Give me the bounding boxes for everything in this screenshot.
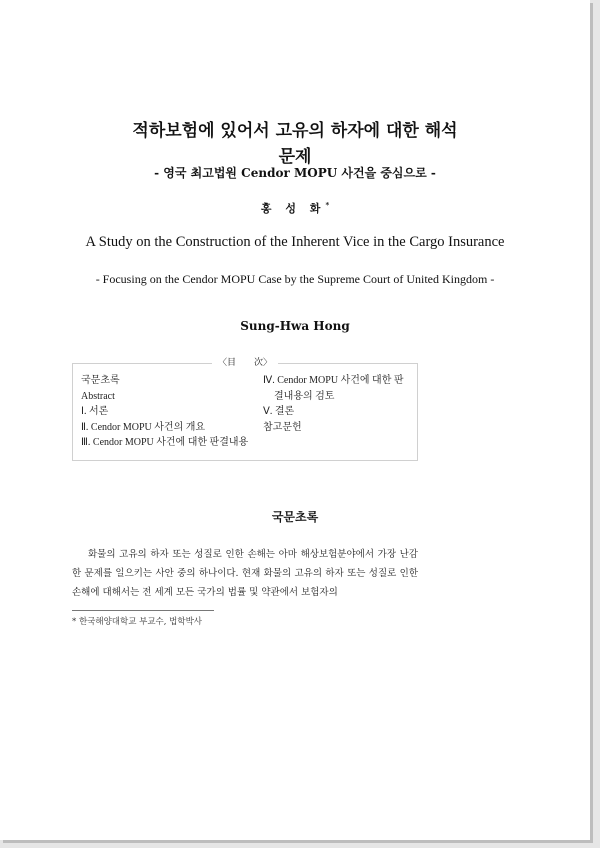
toc-right-column xyxy=(263,373,413,435)
korean-title-line2: 문제 xyxy=(278,147,312,167)
toc-item: Ⅴ. 결론 xyxy=(263,406,295,417)
abstract-body: 화물의 고유의 하자 또는 성질로 인한 손해는 아마 해상보험분야에서 가장 난감한 문제를 일으키는 사안 중의 하나이다. 현재 화물의 고유의 하자 또는 성질로 인한 손해에 대해서는 전 세계 모든 국가의 법률 및 약관에서 보험자의 xyxy=(72,549,418,598)
toc-item: Ⅲ. Cendor MOPU 사건에 대한 판결내용 xyxy=(81,437,249,448)
author-footnote-marker: * xyxy=(325,200,330,210)
toc-item: Ⅱ. Cendor MOPU 사건의 개요 xyxy=(81,421,206,433)
footnote: * 한국해양대학교 부교수, 법학박사 xyxy=(72,617,203,627)
korean-title xyxy=(0,118,590,170)
english-subtitle: - Focusing on the Cendor MOPU Case by the Supreme Court of United Kingdom - xyxy=(95,272,495,286)
toc-item: Ⅳ. Cendor MOPU 사건에 대한 판 xyxy=(263,375,404,386)
toc-item: Ⅰ. 서론 xyxy=(81,406,109,417)
author-korean-name: 홍 성 화 xyxy=(260,202,326,215)
author-english: Sung-Hwa Hong xyxy=(240,319,350,333)
korean-subtitle: - 영국 최고법원 Cendor MOPU 사건을 중심으로 - xyxy=(154,166,436,180)
toc-item-continuation: 결내용의 검토 xyxy=(274,390,335,402)
korean-title-line1: 적하보험에 있어서 고유의 하자에 대한 해석 xyxy=(132,121,458,141)
author-korean xyxy=(0,200,590,216)
abstract-heading: 국문초록 xyxy=(271,510,319,524)
toc-item: Abstract xyxy=(81,390,115,402)
footnote-divider xyxy=(72,610,214,611)
toc-item: 국문초록 xyxy=(81,375,120,386)
toc-heading: 〈目 次〉 xyxy=(73,356,417,368)
toc-item: 참고문헌 xyxy=(263,421,302,433)
english-title: A Study on the Construction of the Inherent Vice in the Cargo Insurance xyxy=(85,234,505,250)
table-of-contents xyxy=(72,357,418,461)
toc-left-column xyxy=(81,373,251,451)
